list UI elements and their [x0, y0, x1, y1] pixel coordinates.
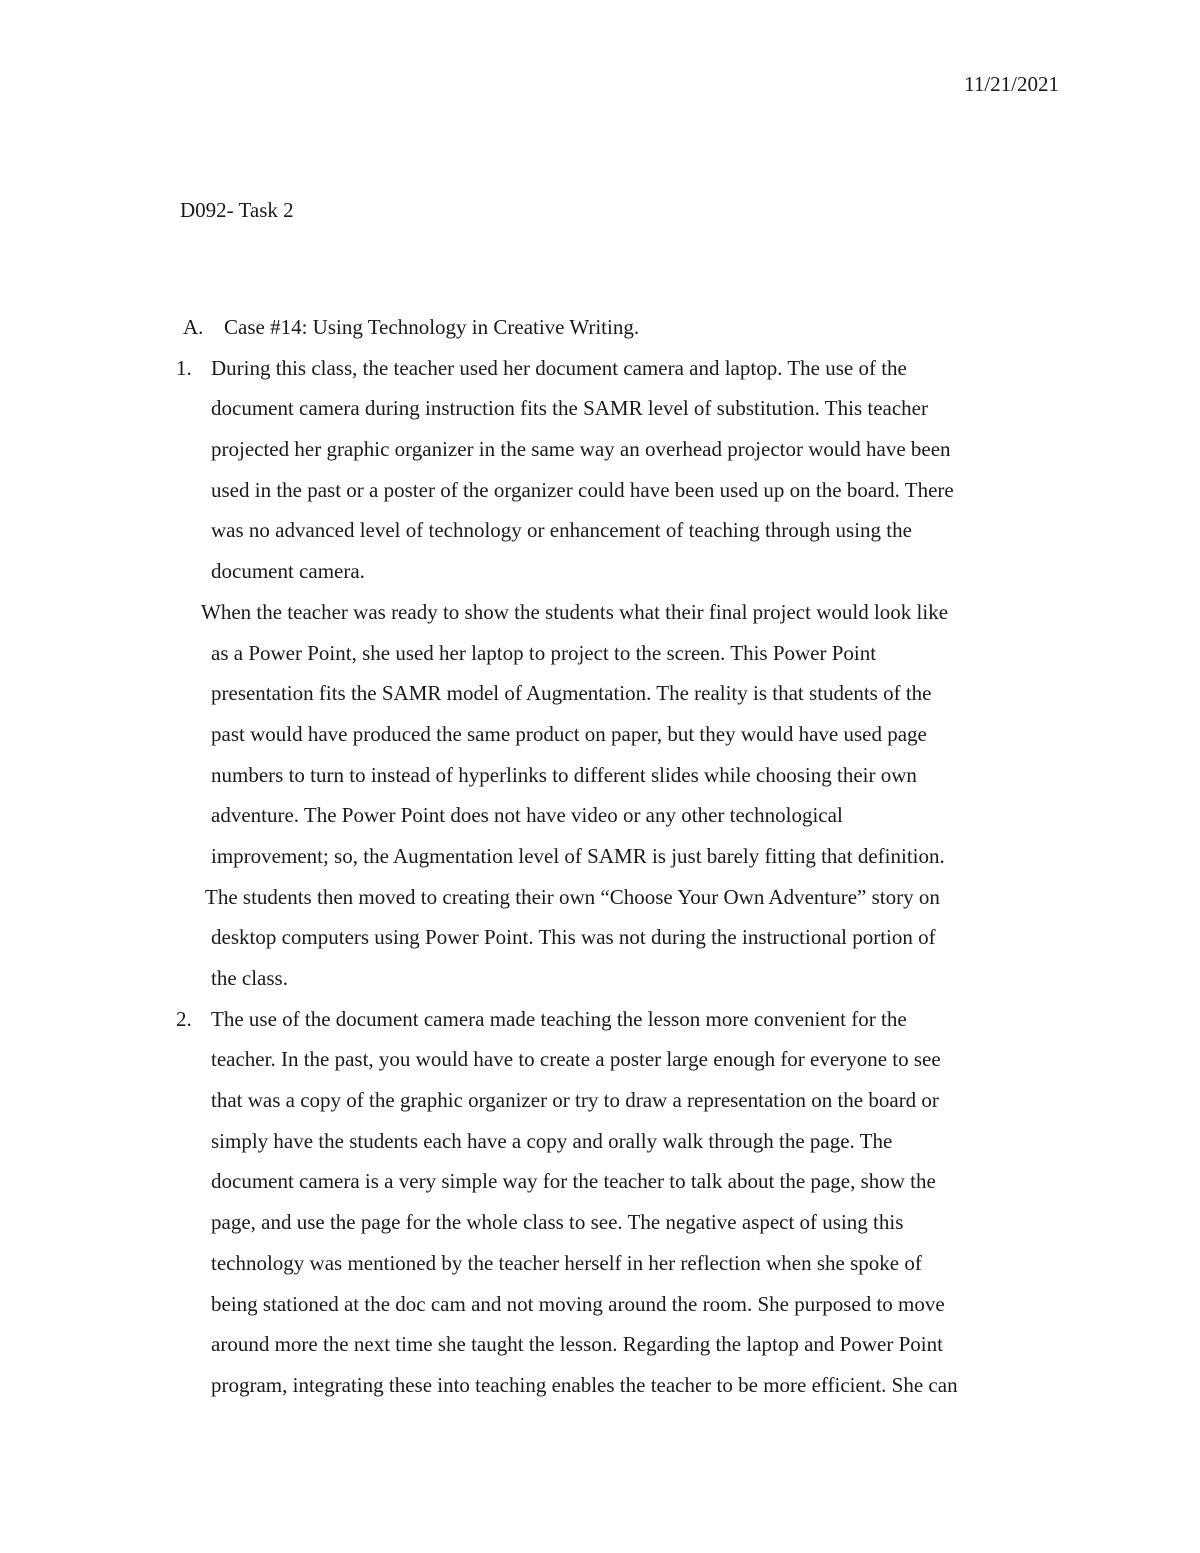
- item-1-line: [0, 551, 1200, 592]
- item-1-line: [0, 633, 1200, 674]
- text-line: adventure. The Power Point does not have video or any other technological: [211, 803, 843, 828]
- text-line: When the teacher was ready to show the students what their final project would look like: [201, 599, 949, 624]
- item-2-line: [0, 1202, 1200, 1243]
- item-1-paragraph-3-first: [0, 877, 1200, 918]
- item-1-line: [0, 429, 1200, 470]
- text-line: as a Power Point, she used her laptop to project to the screen. This Power Point: [211, 640, 877, 665]
- text-line: around more the next time she taught the lesson. Regarding the laptop and Power Point: [211, 1332, 943, 1357]
- text-line: numbers to turn to instead of hyperlinks to different slides while choosing their own: [211, 762, 917, 787]
- document-date: 11/21/2021: [964, 72, 1059, 96]
- text-line: used in the past or a poster of the organizer could have been used up on the board. There: [211, 477, 954, 502]
- item-1-line: [0, 917, 1200, 958]
- item-1-line: [0, 510, 1200, 551]
- item-2-line: [0, 1284, 1200, 1325]
- text-line: The students then moved to creating their own “Choose Your Own Adventure” story on: [205, 884, 940, 909]
- item-1-line: [0, 348, 1200, 389]
- text-line: projected her graphic organizer in the same way an overhead projector would have been: [211, 437, 951, 462]
- item-1-line: [0, 470, 1200, 511]
- text-line: document camera.: [211, 559, 365, 584]
- item-2-line: [0, 1039, 1200, 1080]
- document-body: [0, 307, 1200, 1406]
- text-line: the class.: [211, 966, 288, 990]
- text-line: technology was mentioned by the teacher herself in her reflection when she spoke of: [211, 1250, 922, 1275]
- text-line: teacher. In the past, you would have to create a poster large enough for everyone to see: [211, 1047, 941, 1072]
- text-line: being stationed at the doc cam and not moving around the room. She purposed to move: [211, 1291, 945, 1316]
- text-line: program, integrating these into teaching enables the teacher to be more efficient. She can: [211, 1372, 958, 1397]
- section-a-title: Case #14: Using Technology in Creative Writing.: [224, 315, 640, 339]
- item-2-marker: 2.: [176, 1006, 192, 1031]
- item-2-line: [0, 999, 1200, 1040]
- text-line: that was a copy of the graphic organizer or try to draw a representation on the board or: [211, 1088, 939, 1113]
- item-1-line: [0, 714, 1200, 755]
- item-2-line: [0, 1080, 1200, 1121]
- text-line: desktop computers using Power Point. This was not during the instructional portion of: [211, 925, 936, 950]
- text-line: past would have produced the same product on paper, but they would have used page: [211, 721, 927, 746]
- item-2-line: [0, 1365, 1200, 1406]
- item-1-line: [0, 836, 1200, 877]
- text-line: document camera during instruction fits the SAMR level of substitution. This teacher: [211, 396, 928, 421]
- item-1-line: [0, 755, 1200, 796]
- text-line: was no advanced level of technology or enhancement of teaching through using the: [211, 518, 912, 543]
- text-line: presentation fits the SAMR model of Augmentation. The reality is that students of the: [211, 681, 932, 706]
- item-1-line: [0, 388, 1200, 429]
- course-title: D092- Task 2: [180, 198, 294, 222]
- text-line: page, and use the page for the whole class to see. The negative aspect of using this: [211, 1210, 904, 1235]
- item-2-line: [0, 1324, 1200, 1365]
- item-1-paragraph-2-first: [0, 592, 1200, 633]
- section-a-marker: A.: [183, 315, 204, 339]
- item-1-line: [0, 795, 1200, 836]
- item-2-line: [0, 1161, 1200, 1202]
- section-a-heading: [0, 307, 1200, 348]
- text-line: The use of the document camera made teaching the lesson more convenient for the: [211, 1006, 907, 1031]
- item-2-line: [0, 1121, 1200, 1162]
- text-line: simply have the students each have a copy and orally walk through the page. The: [211, 1128, 893, 1153]
- item-1-marker: 1.: [176, 355, 192, 380]
- text-line: improvement; so, the Augmentation level of SAMR is just barely fitting that definition.: [211, 843, 945, 868]
- item-1-line: [0, 958, 1200, 999]
- item-1-line: [0, 673, 1200, 714]
- text-line: document camera is a very simple way for the teacher to talk about the page, show the: [211, 1169, 936, 1194]
- text-line: During this class, the teacher used her document camera and laptop. The use of the: [211, 355, 907, 380]
- item-2-line: [0, 1243, 1200, 1284]
